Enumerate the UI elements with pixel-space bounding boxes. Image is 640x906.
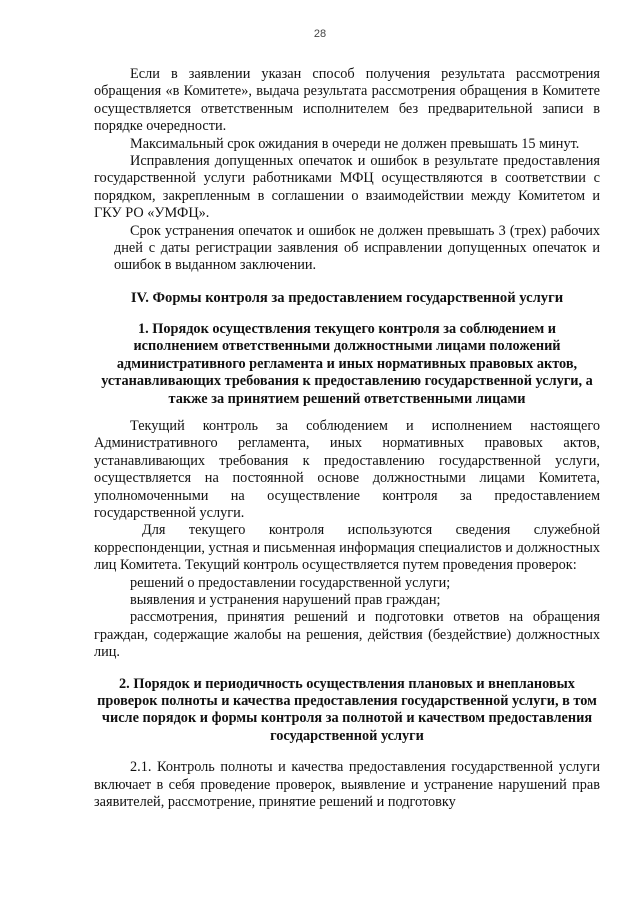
check-list xyxy=(94,575,600,662)
page-content xyxy=(94,66,600,811)
paragraph-result-delivery: Если в заявлении указан способ получения результата рассмотрения обращения «в Комитете», выдача результата рассмотрения обращения в Комитете осуществляется ответственным исполнителем без предварительной записи в порядке очередности. xyxy=(94,66,600,135)
subsection-2-heading: 2. Порядок и периодичность осуществления плановых и внеплановых проверок полноты и качества предоставления государственной услуги, в том числе порядок и формы контроля за полнотой и качеством предоставления государственной услуги xyxy=(97,675,597,744)
page-number: 28 xyxy=(313,28,327,40)
list-item: выявления и устранения нарушений прав граждан; xyxy=(130,591,441,608)
list-item: решений о предоставлении государственной услуги; xyxy=(130,574,451,591)
list-item: рассмотрения, принятия решений и подготовки ответов на обращения граждан, содержащие жалобы на решения, действия (бездействие) должностных лиц. xyxy=(94,609,600,661)
paragraph-queue-time: Максимальный срок ожидания в очереди не должен превышать 15 минут. xyxy=(130,135,580,152)
subsection-1-paragraph-1: Текущий контроль за соблюдением и исполнением настоящего Административного регламента, иных нормативных правовых актов, устанавливающих требования к предоставлению государственной услуги, осуществляется на постоянной основе должностными лицами Комитета, уполномоченными на осуществление контроля за предоставлением государственной услуги. xyxy=(94,417,600,521)
subsection-2-paragraph-1: 2.1. Контроль полноты и качества предоставления государственной услуги включает в себя проведение проверок, выявление и устранение нарушений прав заявителей, рассмотрение, принятие решений и подготовку xyxy=(94,759,600,811)
subsection-1-paragraph-2: Для текущего контроля используются сведения служебной корреспонденции, устная и письменная информация специалистов и должностных лиц Комитета. Текущий контроль осуществляется путем проведения проверок: xyxy=(94,522,600,574)
paragraph-correction-deadline: Срок устранения опечаток и ошибок не должен превышать 3 (трех) рабочих дней с даты регистрации заявления об исправлении допущенных опечаток и ошибок в выданном заключении. xyxy=(114,222,600,274)
subsection-1-heading: 1. Порядок осуществления текущего контроля за соблюдением и исполнением ответственными должностными лицами положений административного регламента и иных нормативных правовых актов, устанавливающих требования к предоставлению государственной услуги, а также за принятием решений ответственными лицами xyxy=(101,320,593,407)
paragraph-corrections-mfc: Исправления допущенных опечаток и ошибок в результате предоставления государственной услуги работниками МФЦ осуществляются в соответствии с порядком, закрепленным в соглашении о взаимодействии между Комитетом и ГКУ РО «УМФЦ». xyxy=(94,153,600,222)
section-title: IV. Формы контроля за предоставлением государственной услуги xyxy=(130,289,564,306)
